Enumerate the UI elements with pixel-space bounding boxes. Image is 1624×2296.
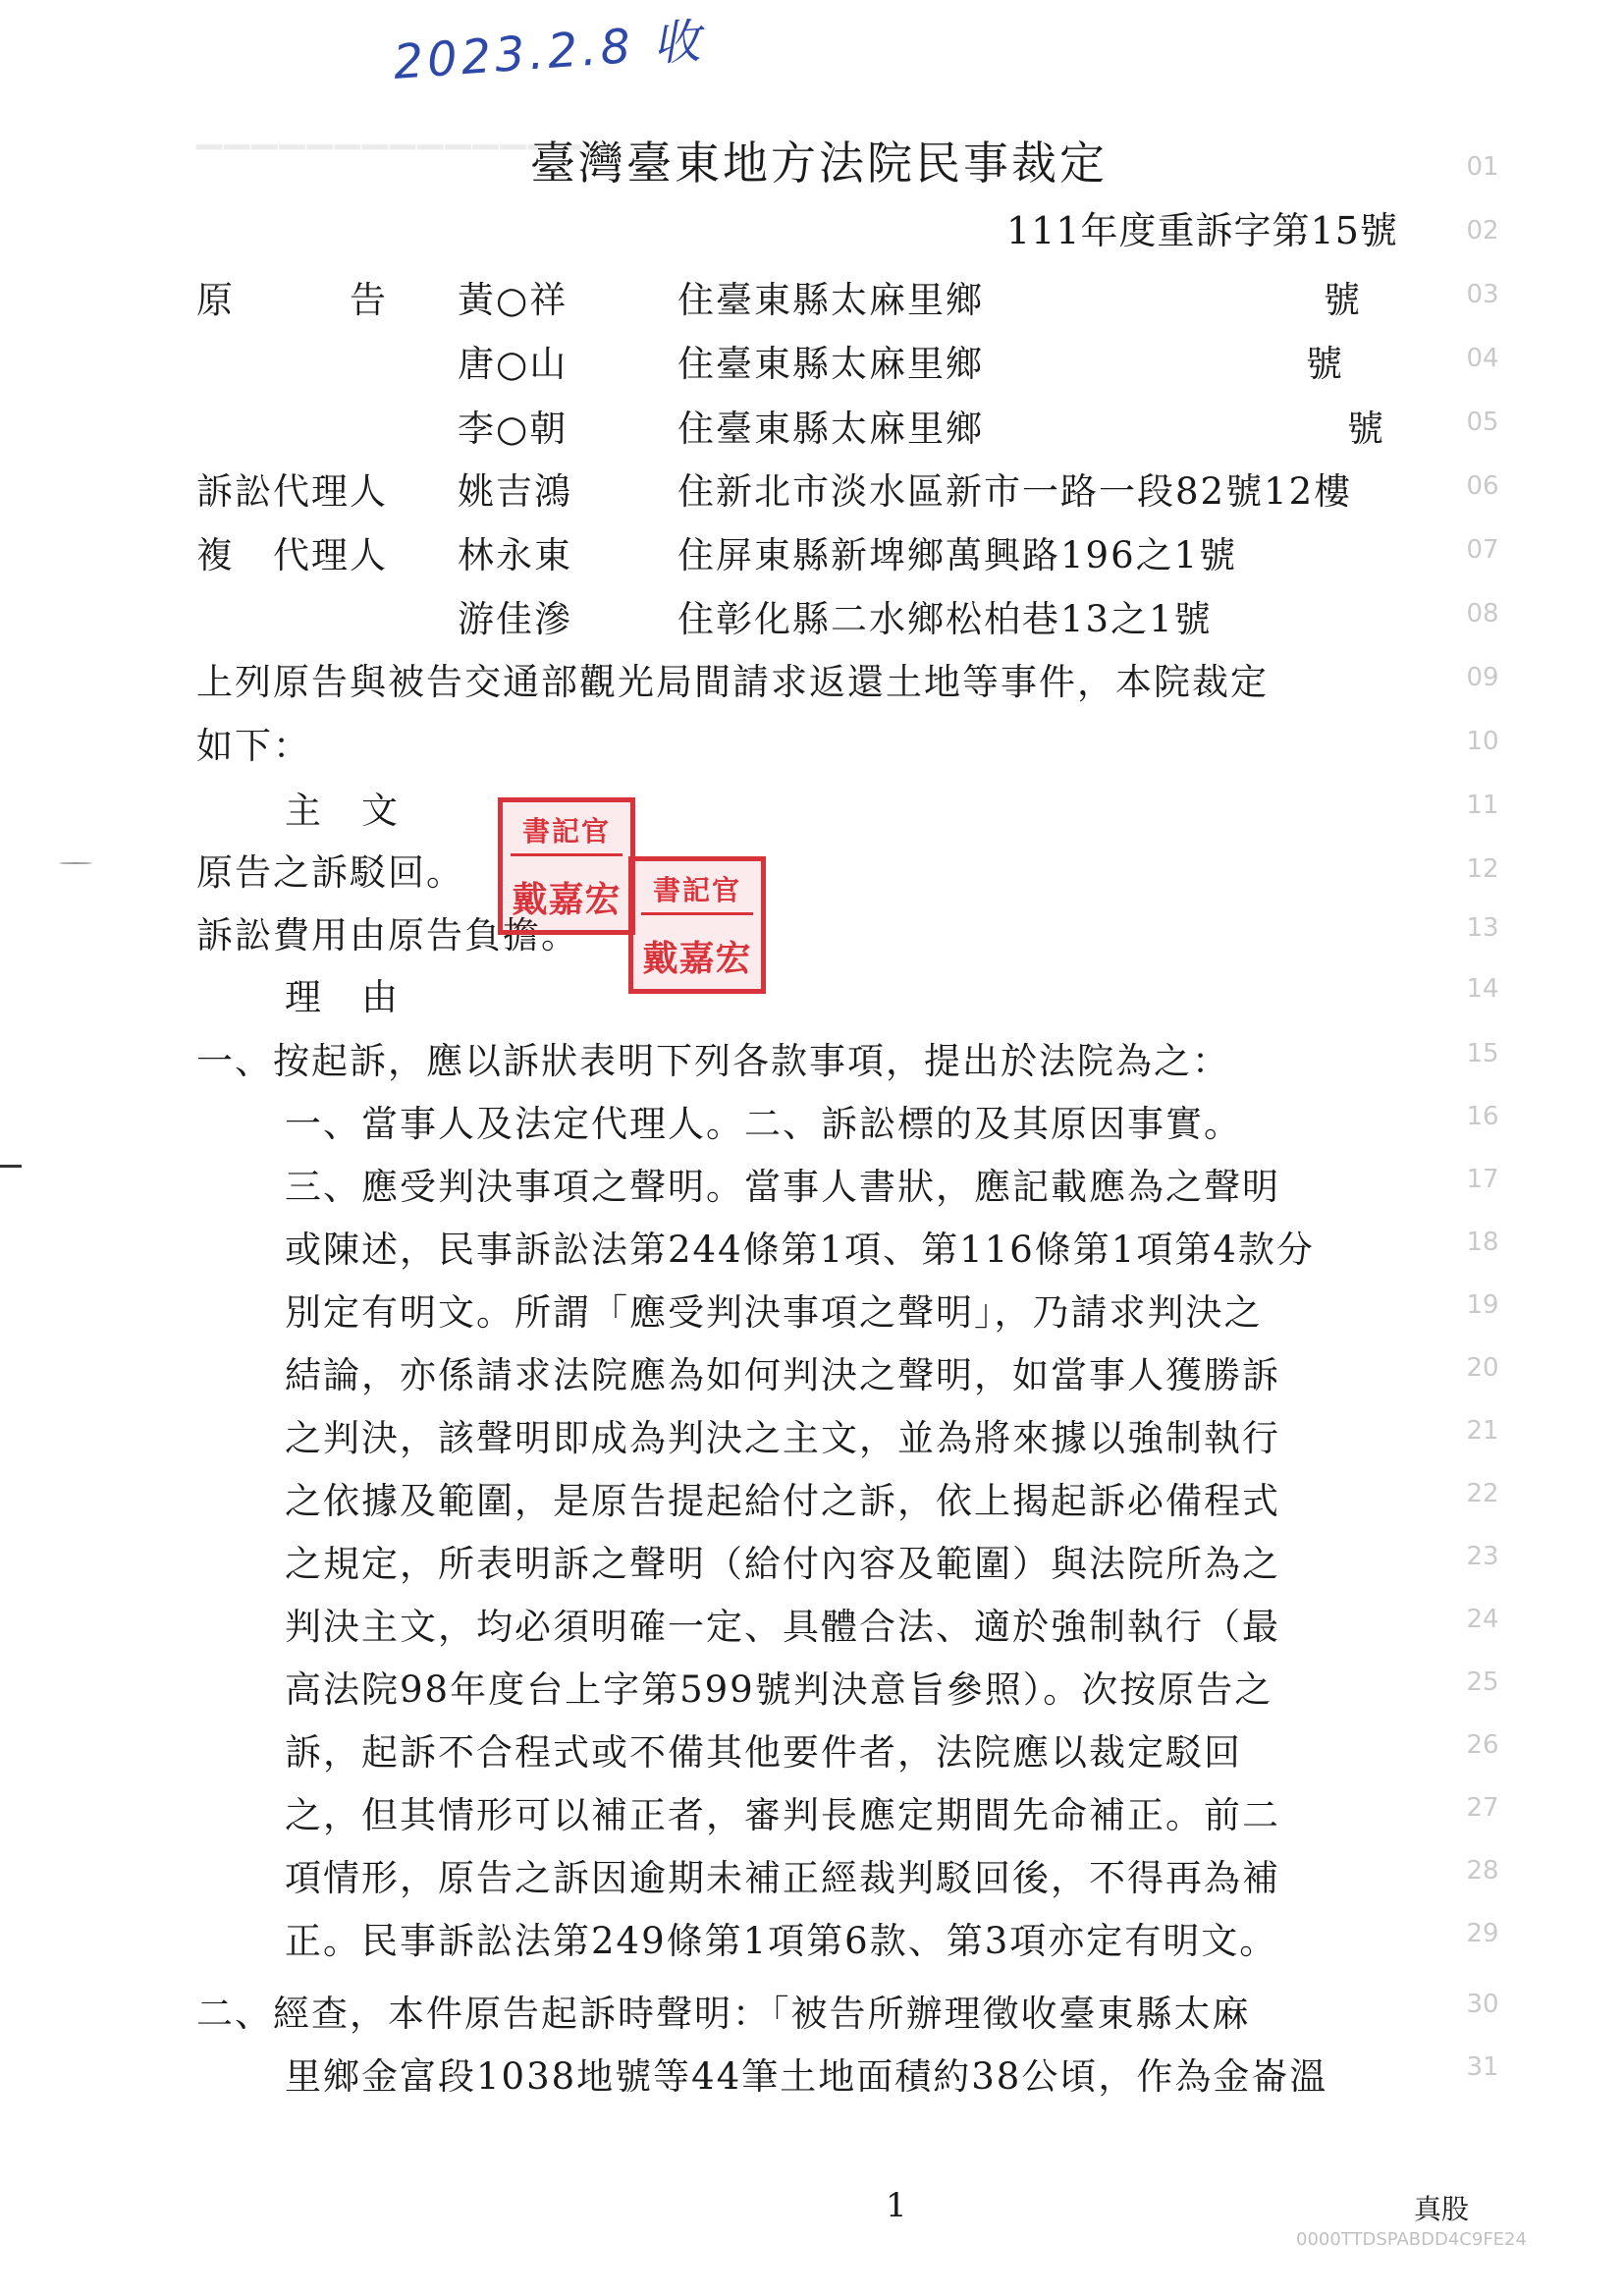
line-number: 22 (1466, 1479, 1499, 1508)
line-number: 30 (1466, 1990, 1499, 2019)
reason-line: 里鄉金富段1038地號等44筆土地面積約38公頃，作為金崙溫 (285, 2055, 1328, 2098)
seal-title: 書記官 (652, 874, 741, 906)
document-title: 臺灣臺東地方法院民事裁定 (530, 137, 1108, 190)
party-address: 住新北市淡水區新市一路一段82號12樓 (677, 470, 1353, 513)
main-line: 訴訟費用由原告負擔。 (196, 914, 579, 957)
line-number: 19 (1466, 1290, 1499, 1320)
party-role: 原 告 (196, 279, 388, 321)
clerk-seal (498, 797, 635, 935)
party-address: 住臺東縣太麻里鄉 (677, 279, 984, 321)
line-number: 03 (1466, 280, 1499, 309)
seal-divider (511, 853, 623, 856)
seal-name: 戴嘉宏 (512, 879, 622, 920)
line-number: 05 (1466, 408, 1499, 437)
line-number: 21 (1466, 1416, 1499, 1446)
reason-line: 訴，起訴不合程式或不備其他要件者，法院應以裁定駁回 (285, 1731, 1242, 1774)
party-name: 姚吉鴻 (458, 470, 572, 513)
line-number: 02 (1466, 216, 1499, 246)
party-address: 住臺東縣太麻里鄉 (677, 343, 984, 385)
party-name: 李○朝 (458, 408, 568, 450)
line-number: 12 (1466, 854, 1499, 884)
reason-line: 之規定，所表明訴之聲明（給付內容及範圍）與法院所為之 (285, 1543, 1280, 1585)
seal-title: 書記官 (521, 815, 611, 847)
party-address-tail: 號 (1324, 279, 1362, 321)
margin-mark (59, 862, 92, 864)
reason-line: 項情形，原告之訴因逾期未補正經裁判駁回後，不得再為補 (285, 1857, 1280, 1899)
reason-line: 之判決，該聲明即成為判決之主文，並為將來據以強制執行 (285, 1417, 1280, 1459)
reason-line: 一、當事人及法定代理人。二、訴訟標的及其原因事實。 (285, 1103, 1242, 1145)
line-number: 01 (1466, 152, 1499, 182)
page-number: 1 (886, 2186, 907, 2225)
line-number: 20 (1466, 1353, 1499, 1383)
line-number: 26 (1466, 1730, 1499, 1760)
clerk-seal (628, 856, 766, 994)
party-name: 游佳滲 (458, 598, 572, 640)
party-name: 黃○祥 (458, 279, 568, 321)
reason-line: 之，但其情形可以補正者，審判長應定期間先命補正。前二 (285, 1794, 1280, 1836)
reason-line: 三、應受判決事項之聲明。當事人書狀，應記載應為之聲明 (285, 1166, 1280, 1208)
reason-line: 高法院98年度台上字第599號判決意旨參照）。次按原告之 (285, 1668, 1273, 1711)
line-number: 08 (1466, 599, 1499, 629)
line-number: 14 (1466, 974, 1499, 1004)
reason-line: 判決主文，均必須明確一定、具體合法、適於強制執行（最 (285, 1606, 1280, 1648)
line-number: 06 (1466, 471, 1499, 501)
reason-line: 二、經查，本件原告起訴時聲明：「被告所辦理徵收臺東縣太麻 (196, 1993, 1251, 2035)
seal-divider (641, 912, 753, 915)
footer-code: 0000TTDSPABDD4C9FE24 (1296, 2229, 1527, 2250)
line-number: 11 (1466, 791, 1499, 820)
line-number: 24 (1466, 1605, 1499, 1634)
line-number: 25 (1466, 1667, 1499, 1697)
reason-line: 之依據及範圍，是原告提起給付之訴，依上揭起訴必備程式 (285, 1480, 1280, 1522)
line-number: 17 (1466, 1165, 1499, 1194)
main-heading: 主 文 (285, 790, 400, 832)
main-line: 原告之訴駁回。 (196, 851, 464, 894)
party-address: 住彰化縣二水鄉松柏巷13之1號 (677, 598, 1213, 640)
line-number: 16 (1466, 1102, 1499, 1131)
case-number: 111年度重訴字第15號 (1006, 209, 1398, 252)
party-address: 住臺東縣太麻里鄉 (677, 408, 984, 450)
reason-line: 正。民事訴訟法第249條第1項第6款、第3項亦定有明文。 (285, 1920, 1278, 1962)
intro-line: 上列原告與被告交通部觀光局間請求返還土地等事件，本院裁定 (196, 661, 1269, 703)
line-number: 09 (1466, 663, 1499, 692)
line-number: 13 (1466, 913, 1499, 943)
line-number: 04 (1466, 344, 1499, 373)
handwritten-date: 2023.2.8 收 (391, 14, 706, 90)
reason-heading: 理 由 (285, 976, 400, 1018)
reason-line: 一、按起訴，應以訴狀表明下列各款事項，提出於法院為之： (196, 1040, 1230, 1082)
line-number: 27 (1466, 1793, 1499, 1823)
party-address-tail: 號 (1347, 408, 1385, 450)
seal-name: 戴嘉宏 (642, 938, 752, 979)
reason-line: 或陳述，民事訴訟法第244條第1項、第116條第1項第4款分 (285, 1229, 1315, 1271)
party-name: 唐○山 (458, 343, 568, 385)
line-number: 29 (1466, 1919, 1499, 1948)
reason-line: 別定有明文。所謂「應受判決事項之聲明」，乃請求判決之 (285, 1291, 1263, 1334)
party-address: 住屏東縣新埤鄉萬興路196之1號 (677, 534, 1238, 576)
line-number: 31 (1466, 2052, 1499, 2082)
line-number: 23 (1466, 1542, 1499, 1571)
line-number: 07 (1466, 535, 1499, 565)
party-address-tail: 號 (1306, 343, 1344, 385)
line-number: 15 (1466, 1039, 1499, 1068)
line-number: 18 (1466, 1228, 1499, 1257)
party-name: 林永東 (458, 534, 572, 576)
party-role: 訴訟代理人 (196, 470, 388, 513)
intro-line: 如下： (196, 725, 311, 767)
line-number: 28 (1466, 1856, 1499, 1886)
footer-label: 真股 (1414, 2193, 1470, 2225)
line-number: 10 (1466, 727, 1499, 756)
margin-mark (0, 1165, 22, 1168)
party-role: 複 代理人 (196, 534, 388, 576)
bleed-through: ▔▔▔▔▔▔▔▔▔▔▔▔▔▔▔ (196, 145, 612, 185)
reason-line: 結論，亦係請求法院應為如何判決之聲明，如當事人獲勝訴 (285, 1354, 1280, 1396)
